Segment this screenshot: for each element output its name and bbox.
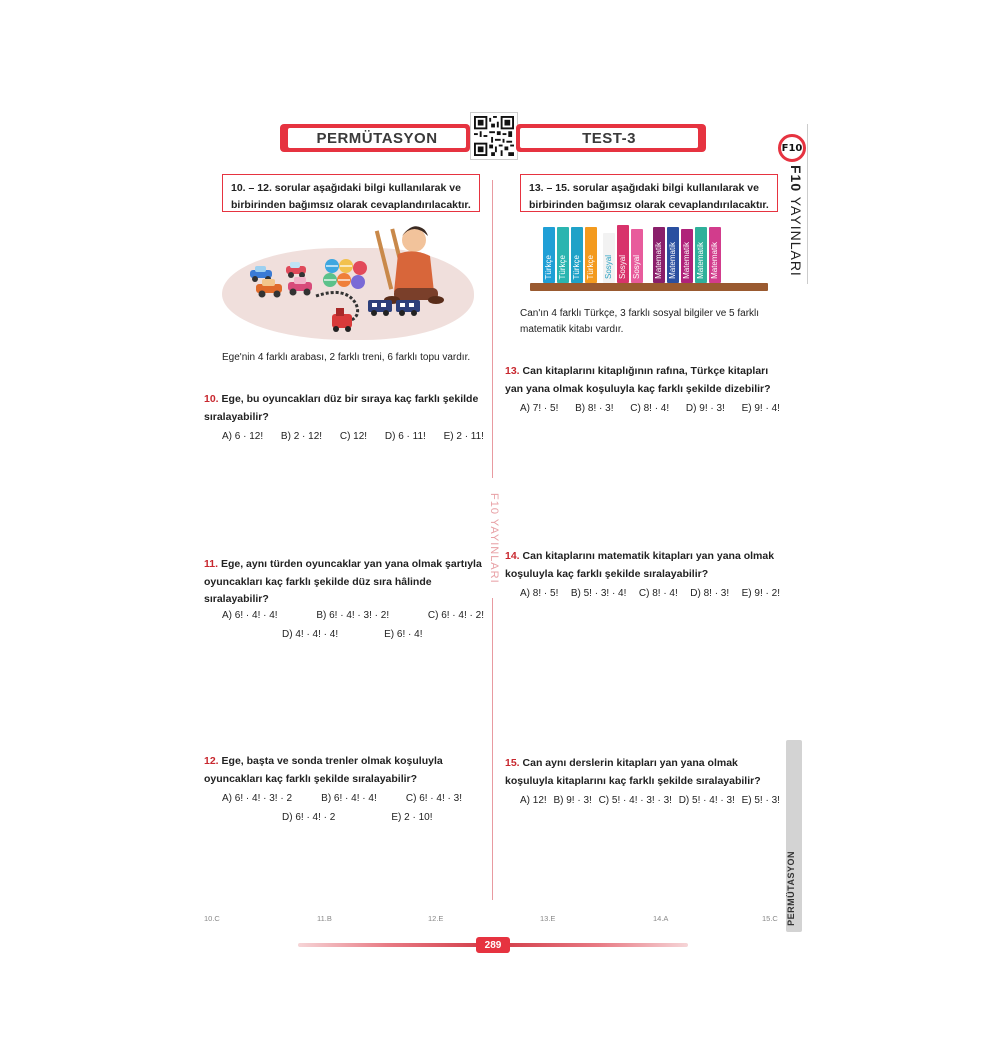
answer-key-item: 11.B (317, 914, 332, 923)
book-spine (557, 227, 569, 283)
book-spine (543, 227, 555, 283)
options-11-row2 (282, 629, 482, 640)
question-14 (505, 548, 780, 583)
book-label: Sosyal (604, 254, 613, 279)
option-d[interactable]: D) 6! · 4! · 2 (282, 812, 336, 823)
options-15 (520, 795, 780, 806)
left-info-text: 10. – 12. sorular aşağıdaki bilgi kullanılarak ve birbirinden bağımsız olarak cevaplandırılacaktır. (231, 182, 471, 211)
option-e[interactable]: E) 6! · 4! (384, 629, 423, 640)
question-10 (204, 391, 482, 426)
book-label: Türkçe (544, 254, 553, 279)
toys-illustration-drawing (222, 222, 474, 340)
option-e[interactable]: E) 2 · 11! (443, 431, 484, 442)
question-number: 13. (505, 365, 520, 377)
header-left-bar (280, 124, 470, 152)
brand-name-bold: F10 (788, 165, 804, 193)
book-spine (695, 227, 707, 283)
header-right-bar (516, 124, 706, 152)
options-12-row1 (222, 793, 462, 804)
question-number: 12. (204, 755, 219, 767)
option-a[interactable]: A) 7! · 5! (520, 403, 559, 414)
footer-line-right (508, 943, 688, 947)
question-text: Ege, başta ve sonda trenler olmak koşuluyla oyuncakları kaç farklı şekilde sıralayabilir? (204, 755, 443, 785)
option-a[interactable]: A) 12! (520, 795, 547, 806)
option-e[interactable]: E) 9! · 2! (741, 588, 780, 599)
right-info-box (520, 174, 778, 212)
book-label: Sosyal (632, 254, 641, 279)
footer-line-left (298, 943, 478, 947)
option-b[interactable]: B) 9! · 3! (553, 795, 592, 806)
option-c[interactable]: C) 12! (339, 431, 368, 442)
question-12 (204, 753, 482, 788)
brand-name (784, 165, 808, 280)
option-e[interactable]: E) 9! · 4! (741, 403, 780, 414)
brand-logo-icon: F10 (778, 134, 806, 162)
question-text: Can kitaplarını matematik kitapları yan yana olmak koşuluyla kaç farklı şekilde sıralayabilir? (505, 550, 775, 580)
options-13 (520, 403, 780, 414)
option-c[interactable]: C) 8! · 4! (630, 403, 670, 414)
question-text: Can aynı derslerin kitapları yan yana olmak koşuluyla kitaplarını kaç farklı şekilde sıralayabilir? (505, 757, 761, 787)
option-d[interactable]: D) 6 · 11! (384, 431, 426, 442)
center-watermark: F10 YAYINLARI (484, 478, 500, 598)
brand-name-rest: YAYINLARI (788, 192, 804, 277)
answer-key-item: 12.E (428, 914, 444, 923)
option-a[interactable]: A) 6 · 12! (222, 431, 264, 442)
book-spine (667, 227, 679, 283)
option-b[interactable]: B) 8! · 3! (575, 403, 614, 414)
book-label: Türkçe (586, 254, 595, 279)
qr-code[interactable] (470, 112, 518, 160)
book-spine (603, 233, 615, 283)
book-spine (617, 225, 629, 283)
child-figure (375, 226, 444, 304)
book-spine (631, 229, 643, 283)
option-a[interactable]: A) 6! · 4! · 4! (222, 610, 278, 621)
option-a[interactable]: A) 8! · 5! (520, 588, 559, 599)
option-b[interactable]: B) 6! · 4! · 4! (321, 793, 377, 804)
header-topic-title: PERMÜTASYON (288, 128, 466, 148)
side-topic-label: PERMÜTASYON (786, 851, 796, 926)
option-b[interactable]: B) 6! · 4! · 3! · 2! (316, 610, 390, 621)
right-info-text: 13. – 15. sorular aşağıdaki bilgi kullanılarak ve birbirinden bağımsız olarak cevaplandırılacaktır. (529, 182, 769, 211)
book-spine (571, 227, 583, 283)
question-number: 11. (204, 558, 219, 570)
answer-key-item: 10.C (204, 914, 220, 923)
option-e[interactable]: E) 2 · 10! (391, 812, 433, 823)
question-number: 14. (505, 550, 520, 562)
book-label: Matematik (682, 242, 691, 279)
ball-icon (323, 259, 367, 289)
question-text: Ege, aynı türden oyuncaklar yan yana olmak şartıyla oyuncakları kaç farklı şekilde düz sıra hâlinde sıralayabilir? (204, 558, 482, 605)
options-14 (520, 588, 780, 599)
answer-key-item: 15.C (762, 914, 778, 923)
option-c[interactable]: C) 6! · 4! · 3! (405, 793, 462, 804)
book-label: Matematik (654, 242, 663, 279)
left-info-box (222, 174, 480, 212)
options-11-row1 (222, 610, 484, 621)
option-b[interactable]: B) 2 · 12! (280, 431, 323, 442)
question-13 (505, 363, 780, 398)
option-d[interactable]: D) 4! · 4! · 4! (282, 629, 339, 640)
option-d[interactable]: D) 5! · 4! · 3! (678, 795, 735, 806)
book-label: Türkçe (558, 254, 567, 279)
qr-code-icon (474, 116, 514, 156)
question-text: Ege, bu oyuncakları düz bir sıraya kaç farklı şekilde sıralayabilir? (204, 393, 479, 423)
book-label: Sosyal (618, 254, 627, 279)
option-c[interactable]: C) 8! · 4! (638, 588, 678, 599)
question-number: 10. (204, 393, 219, 405)
book-spine (653, 227, 665, 283)
answer-key-item: 13.E (540, 914, 556, 923)
book-label: Matematik (696, 242, 705, 279)
option-e[interactable]: E) 5! · 3! (741, 795, 780, 806)
options-10 (222, 431, 484, 442)
question-text: Can kitaplarını kitaplığının rafına, Türkçe kitapları yan yana olmak koşuluyla kaç farklı şekilde dizebilir? (505, 365, 771, 395)
book-spine (709, 227, 721, 283)
option-a[interactable]: A) 6! · 4! · 3! · 2 (222, 793, 293, 804)
option-c[interactable]: C) 6! · 4! · 2! (427, 610, 484, 621)
question-15 (505, 755, 780, 790)
option-b[interactable]: B) 5! · 3! · 4! (570, 588, 627, 599)
left-statement: Ege'nin 4 farklı arabası, 2 farklı treni, 6 farklı topu vardır. (222, 352, 471, 363)
question-11 (204, 556, 482, 609)
book-spine (681, 229, 693, 283)
option-c[interactable]: C) 5! · 4! · 3! · 3! (598, 795, 672, 806)
shelf (530, 283, 768, 291)
question-number: 15. (505, 757, 520, 769)
book-label: Matematik (710, 242, 719, 279)
answer-key-item: 14.A (653, 914, 669, 923)
header-test-title: TEST-3 (520, 128, 698, 148)
right-statement: Can'ın 4 farklı Türkçe, 3 farklı sosyal bilgiler ve 5 farklı matematik kitabı vardır. (520, 308, 760, 335)
book-spine (585, 227, 597, 283)
option-d[interactable]: D) 8! · 3! (690, 588, 730, 599)
side-topic-tab (786, 740, 802, 932)
page-number: 289 (476, 937, 510, 953)
book-label: Matematik (668, 242, 677, 279)
option-d[interactable]: D) 9! · 3! (685, 403, 725, 414)
options-12-row2 (282, 812, 482, 823)
book-label: Türkçe (572, 254, 581, 279)
